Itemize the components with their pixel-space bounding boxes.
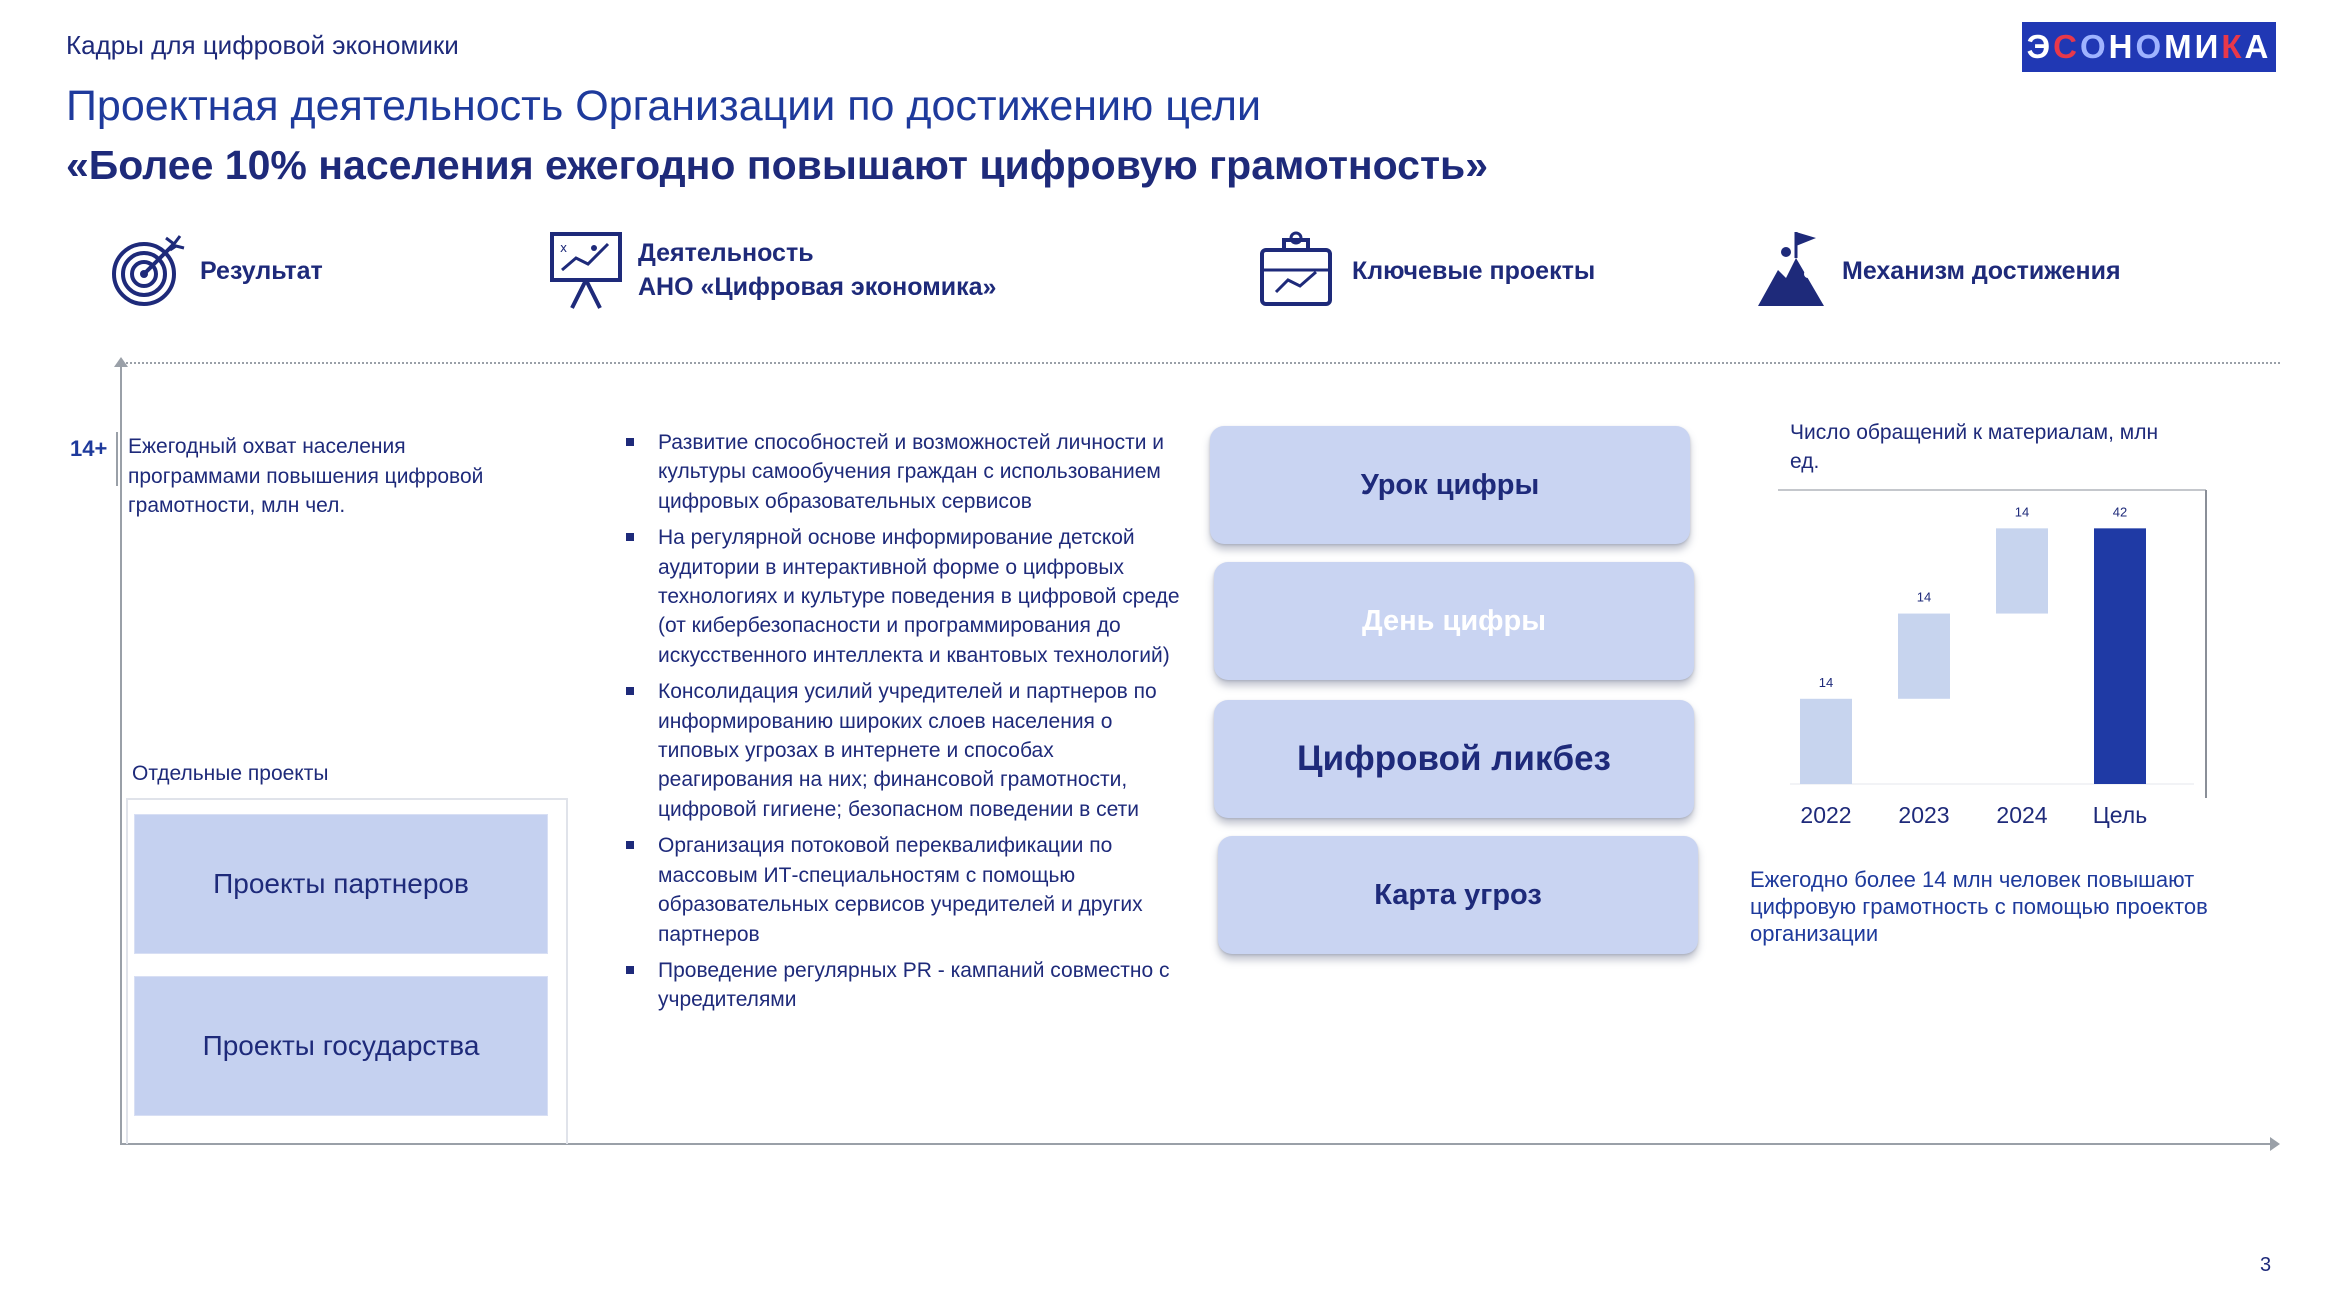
chart-data-label: 14 [1818, 674, 1834, 690]
key-project-threat-map: Карта угроз [1218, 836, 1698, 954]
arrow-up-icon [114, 357, 128, 367]
page-goal-title: «Более 10% населения ежегодно повышают цифровую грамотность» [66, 142, 1489, 188]
logo-letter: К [2221, 28, 2245, 65]
logo-letter: Э [2026, 28, 2054, 65]
logo-letter: Н [2108, 28, 2136, 65]
key-project-likbez: Цифровой ликбез [1214, 700, 1694, 818]
result-value: 14+ [70, 436, 108, 461]
logo-letter: С [2053, 28, 2080, 65]
column-header-projects: Ключевые проекты [1352, 257, 1596, 285]
chart-title: Число обращений к материалам, млн ед. [1790, 421, 2159, 473]
header-divider [118, 362, 2280, 364]
chart-data-label: 42 [2112, 504, 2128, 520]
list-item: Развитие способностей и возможностей личности и культуры самообучения граждан с использованием цифровых образовательных сервисов [620, 428, 1180, 516]
list-item: Организация потоковой переквалификации по массовым ИТ-специальностям с помощью образовательных сервисов учредителей и других партнеров [620, 831, 1180, 949]
result-separator [116, 432, 118, 486]
list-item: Консолидация усилий учредителей и партнеров по информированию широких слоев населения о типовых угрозах в интернете и способах реагирования на них; финансовой грамотности, цифровой гигиене; безопасном поведении в сети [620, 677, 1180, 824]
logo-letter: О [2079, 28, 2109, 65]
key-project-lesson: Урок цифры [1210, 426, 1690, 544]
column-header-result: Результат [200, 257, 323, 285]
chart-x-tick-label: 2024 [1996, 802, 2048, 828]
svg-text:x: x [560, 241, 568, 255]
chart-x-tick-label: Цель [2092, 802, 2148, 828]
result-description: Ежегодный охват населения программами повышения цифровой грамотности, млн чел. [128, 435, 484, 517]
logo-letter: О [2135, 28, 2165, 65]
chart-bar [1800, 699, 1852, 784]
waterfall-chart [1770, 480, 2250, 840]
separate-projects-label: Отдельные проекты [132, 762, 329, 785]
chart-note: Ежегодно более 14 млн человек повышают цифровую грамотность с помощью проектов организации [1750, 867, 2208, 946]
presentation-subtitle: Кадры для цифровой экономики [66, 30, 459, 60]
chart-data-label: 14 [2014, 504, 2030, 520]
target-icon [110, 232, 186, 308]
partner-projects-box: Проекты партнеров [134, 814, 548, 954]
page-number: 3 [2260, 1254, 2272, 1276]
summit-flag-icon [1756, 228, 1826, 308]
chart-bar [1996, 528, 2048, 613]
logo-letter: И [2194, 28, 2222, 65]
chart-bar [2094, 528, 2146, 784]
activities-list [620, 428, 1180, 1022]
key-project-digital-day: День цифры [1214, 562, 1694, 680]
logo-letter: А [2244, 28, 2272, 65]
column-header-activity [638, 236, 996, 304]
chart-x-tick-label: 2023 [1898, 802, 1950, 828]
column-header-mechanism: Механизм достижения [1842, 257, 2121, 285]
page-title: Проектная деятельность Организации по достижению цели [66, 82, 1261, 130]
logo-letter: М [2164, 28, 2195, 65]
chart-bar [1898, 614, 1950, 699]
presentation-board-icon [548, 228, 624, 310]
chart-x-tick-label: 2022 [1800, 802, 1852, 828]
column-header-activity-line2: АНО «Цифровая экономика» [638, 273, 997, 301]
vertical-axis-line [120, 366, 122, 1144]
chart-data-label: 14 [1916, 589, 1932, 605]
briefcase-icon [1258, 230, 1334, 308]
state-projects-box: Проекты государства [134, 976, 548, 1116]
list-item: На регулярной основе информирование детской аудитории в интерактивной форме о цифровых технологиях и культуре поведения в цифровой среде (от кибербезопасности и программирования до искусственного интеллекта и квантовых технологий) [620, 523, 1180, 670]
company-logo [2022, 22, 2276, 72]
list-item: Проведение регулярных PR - кампаний совместно с учредителями [620, 956, 1180, 1015]
arrow-right-icon [2270, 1137, 2280, 1151]
column-header-activity-line1: Деятельность [638, 239, 814, 267]
